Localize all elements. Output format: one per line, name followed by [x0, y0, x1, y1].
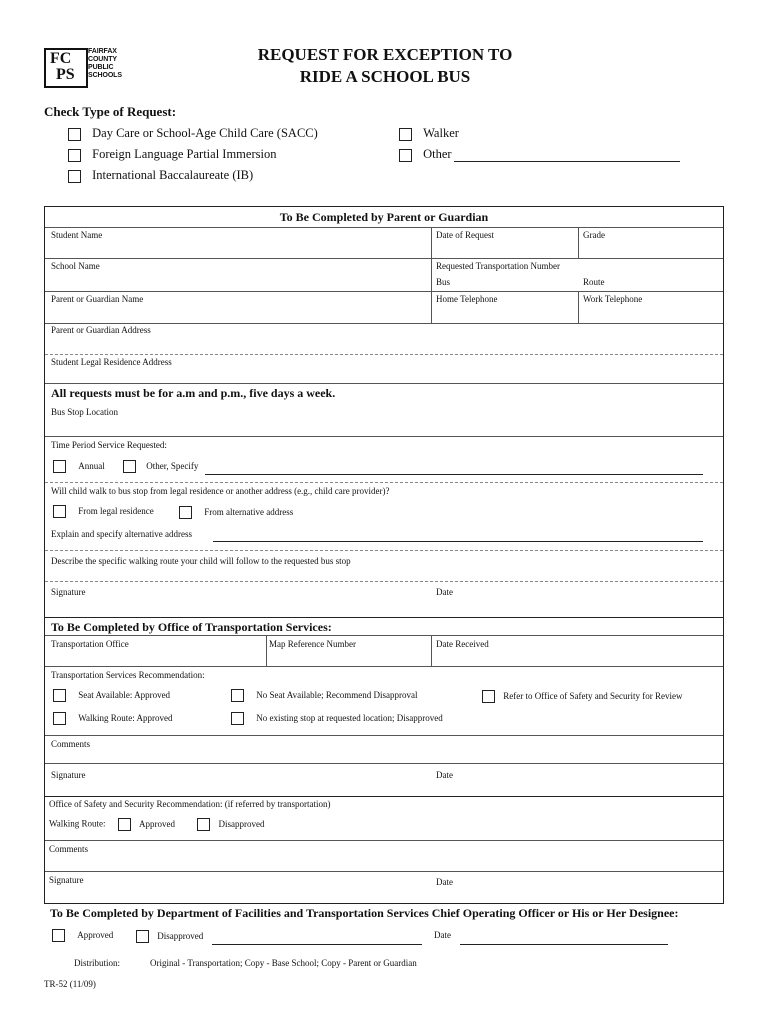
walking-route-description-field[interactable]: Describe the specific walking route your child will follow to the requested bus stop	[51, 556, 351, 566]
checkbox[interactable]	[68, 149, 81, 162]
parent-date-field[interactable]: Date	[436, 587, 453, 597]
ots-section-heading: To Be Completed by Office of Transportation Services:	[51, 620, 332, 634]
walking-route-approved-option[interactable]: Walking Route: Approved	[53, 712, 173, 725]
home-telephone-field[interactable]: Home Telephone	[436, 294, 498, 304]
distribution-label: Distribution:	[74, 958, 121, 968]
route-field[interactable]: Route	[583, 277, 605, 287]
walk-question-label: Will child walk to bus stop from legal residence or another address (e.g., child care provider)?	[51, 486, 390, 496]
coo-section-heading: To Be Completed by Department of Facilities and Transportation Services Chief Operating Officer or His or Her Designee:	[50, 906, 679, 920]
seat-available-option[interactable]: Seat Available: Approved	[53, 689, 170, 702]
logo-text: FAIRFAX COUNTY PUBLIC SCHOOLS	[88, 48, 122, 79]
logo-mark	[44, 48, 88, 88]
coo-signature-line[interactable]	[212, 944, 422, 945]
option-sacc[interactable]: Day Care or School-Age Child Care (SACC)	[68, 126, 318, 141]
request-type-heading: Check Type of Request:	[44, 104, 177, 119]
annual-option[interactable]: Annual	[53, 460, 105, 473]
work-telephone-field[interactable]: Work Telephone	[583, 294, 643, 304]
logo-initials-bottom: PS	[56, 66, 75, 83]
bus-field[interactable]: Bus	[436, 277, 451, 287]
checkbox[interactable]	[231, 689, 244, 702]
bus-stop-location-field[interactable]: Bus Stop Location	[51, 407, 118, 417]
option-other[interactable]: Other	[399, 147, 452, 162]
checkbox[interactable]	[231, 712, 244, 725]
map-reference-field[interactable]: Map Reference Number	[269, 639, 356, 649]
student-name-field[interactable]: Student Name	[51, 230, 103, 240]
safety-comments-field[interactable]: Comments	[49, 844, 89, 854]
transportation-recommendation-label: Transportation Services Recommendation:	[51, 670, 205, 680]
no-seat-available-option[interactable]: No Seat Available; Recommend Disapproval	[231, 689, 418, 702]
ots-date-field[interactable]: Date	[436, 770, 453, 780]
transportation-office-field[interactable]: Transportation Office	[51, 639, 129, 649]
checkbox[interactable]	[136, 930, 149, 943]
coo-date-label: Date	[434, 930, 451, 940]
time-period-label: Time Period Service Requested:	[51, 440, 167, 450]
safety-signature-field[interactable]: Signature	[49, 875, 84, 885]
checkbox[interactable]	[53, 460, 66, 473]
checkbox[interactable]	[179, 506, 192, 519]
option-ib[interactable]: International Baccalaureate (IB)	[68, 168, 253, 183]
parent-name-field[interactable]: Parent or Guardian Name	[51, 294, 144, 304]
checkbox[interactable]	[482, 690, 495, 703]
checkbox[interactable]	[68, 128, 81, 141]
parent-section-heading: To Be Completed by Parent or Guardian	[279, 210, 489, 224]
option-foreign-language[interactable]: Foreign Language Partial Immersion	[68, 147, 276, 162]
checkbox[interactable]	[53, 712, 66, 725]
checkbox[interactable]	[52, 929, 65, 942]
grade-field[interactable]: Grade	[583, 230, 605, 240]
distribution-text: Original - Transportation; Copy - Base School; Copy - Parent or Guardian	[150, 958, 417, 968]
school-name-field[interactable]: School Name	[51, 261, 100, 271]
checkbox[interactable]	[53, 505, 66, 518]
from-legal-residence-option[interactable]: From legal residence	[53, 505, 154, 518]
form-id: TR-52 (11/09)	[44, 979, 96, 989]
alternative-address-line[interactable]	[213, 541, 703, 542]
requests-heading: All requests must be for a.m and p.m., five days a week.	[51, 386, 336, 400]
coo-date-line[interactable]	[460, 944, 668, 945]
date-received-field[interactable]: Date Received	[436, 639, 489, 649]
ots-signature-field[interactable]: Signature	[51, 770, 86, 780]
from-alternative-address-option[interactable]: From alternative address	[179, 506, 293, 519]
option-walker[interactable]: Walker	[399, 126, 459, 141]
coo-approved-option[interactable]: Approved	[52, 929, 113, 942]
no-existing-stop-option[interactable]: No existing stop at requested location; Disapproved	[231, 712, 443, 725]
ots-comments-field[interactable]: Comments	[51, 739, 91, 749]
logo-initials-top: FC	[50, 50, 72, 67]
other-specify-field[interactable]	[454, 161, 680, 162]
page-title: REQUEST FOR EXCEPTION TO RIDE A SCHOOL BUS	[257, 45, 513, 86]
coo-disapproved-option[interactable]: Disapproved	[136, 930, 203, 943]
safety-disapproved-checkbox[interactable]	[197, 818, 210, 831]
checkbox[interactable]	[68, 170, 81, 183]
parent-address-field[interactable]: Parent or Guardian Address	[51, 325, 151, 335]
checkbox[interactable]	[399, 149, 412, 162]
safety-section-heading: Office of Safety and Security Recommendation: (if referred by transportation)	[49, 799, 331, 809]
other-specify-option[interactable]: Other, Specify	[123, 460, 198, 473]
explain-alternative-label: Explain and specify alternative address	[51, 529, 192, 539]
checkbox[interactable]	[123, 460, 136, 473]
safety-approved-checkbox[interactable]	[118, 818, 131, 831]
legal-address-field[interactable]: Student Legal Residence Address	[51, 357, 172, 367]
other-specify-line[interactable]	[205, 474, 703, 475]
fcps-logo	[44, 46, 132, 86]
safety-date-field[interactable]: Date	[436, 877, 453, 887]
checkbox[interactable]	[399, 128, 412, 141]
parent-signature-field[interactable]: Signature	[51, 587, 86, 597]
safety-walking-route: Walking Route: Approved Disapproved	[49, 818, 265, 831]
date-of-request-field[interactable]: Date of Request	[436, 230, 494, 240]
refer-to-safety-option[interactable]: Refer to Office of Safety and Security for Review	[482, 690, 683, 703]
request-form	[44, 206, 724, 904]
requested-number-label: Requested Transportation Number	[436, 261, 560, 271]
checkbox[interactable]	[53, 689, 66, 702]
